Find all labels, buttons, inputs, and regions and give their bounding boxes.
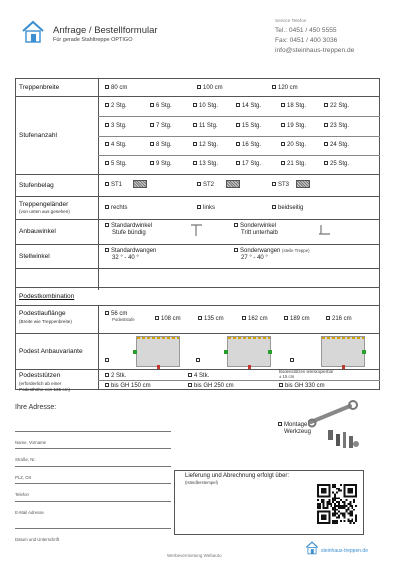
checkbox[interactable] [284,316,288,320]
checkbox[interactable] [105,103,109,107]
podeststufe-note: Podeststufe [112,316,135,322]
footer-brand: steinhaus-treppen.de [321,548,368,554]
option-standardwangen[interactable]: Standardwangen 32 ° - 40 ° [105,248,156,262]
address-field-label: Datum und Unterschrift [15,537,60,542]
podest-diagram-icon [227,336,271,367]
podest-diagram-icon [321,336,365,367]
label-podestlaufflaeche: Podestlauflänge [19,310,66,317]
checkbox[interactable] [105,311,109,315]
option-gelaender-rechts[interactable]: rechts [105,205,127,212]
option-montage-werkzeug[interactable]: Montage Werkzeug [278,422,311,436]
label-podest-anbauvariante: Podest Anbauvariante [19,348,83,355]
house-logo-icon [21,20,45,44]
option-stufen[interactable]: 12 Stg. [193,142,218,149]
checkbox[interactable] [242,316,246,320]
option-podest-length[interactable]: 108 cm [155,316,181,323]
fax-number: Fax: 0451 / 400 3036 [275,36,338,44]
label-stellwinkel: Stellwinkel [19,253,50,260]
checkbox[interactable] [236,103,240,107]
bodenstuetzen-note: Bodenstützen teleskopierbar ± 15 cm [279,369,334,379]
option-stufen[interactable]: 23 Stg. [324,123,349,130]
address-field-label: Straße, Nr. [15,457,36,462]
st2-pattern-swatch [226,180,240,188]
option-podest-length[interactable]: 135 cm [198,316,224,323]
option-stufen[interactable]: 22 Stg. [324,103,349,110]
checkbox[interactable] [236,161,240,165]
checkbox[interactable] [278,422,282,426]
option-stufen[interactable]: 3 Stg. [105,123,127,130]
checkbox[interactable] [105,373,109,377]
form-subtitle: Für gerade Stahltreppe OPTIGO [53,37,133,43]
option-standardwinkel[interactable]: Standardwinkel Stufe bündig [105,223,152,237]
label-podestkombination: Podestkombination [19,293,75,300]
option-stufen[interactable]: 14 Stg. [236,103,261,110]
checkbox[interactable] [150,161,154,165]
label-podestlaufflaeche-sub: (Breite wie Treppenbreite) [19,319,72,324]
option-breite-100[interactable]: 100 cm [197,85,223,92]
checkbox[interactable] [272,85,276,89]
option-stufen[interactable]: 19 Stg. [281,123,306,130]
option-breite-80[interactable]: 80 cm [105,85,127,92]
tools-icon [326,426,360,457]
option-podest-length[interactable]: 189 cm [284,316,310,323]
address-input-line[interactable] [15,448,171,449]
address-input-line[interactable] [15,431,171,432]
address-input-line[interactable] [15,483,171,484]
checkbox[interactable] [105,85,109,89]
option-stufen[interactable]: 17 Stg. [236,161,261,168]
option-stufen[interactable]: 7 Stg. [150,123,172,130]
option-gh-330[interactable]: bis GH 330 cm [279,383,325,390]
checkbox[interactable] [105,248,109,252]
option-stufen[interactable]: 25 Stg. [324,161,349,168]
option-stufen[interactable]: 9 Stg. [150,161,172,168]
option-podest-length[interactable]: 216 cm [326,316,352,323]
checkbox[interactable] [105,205,109,209]
st1-pattern-swatch [133,180,147,188]
option-stufen[interactable]: 20 Stg. [281,142,306,149]
address-field-label: Telefon [15,492,29,497]
checkbox[interactable] [193,161,197,165]
montage-line2: Werkzeug [284,428,311,435]
label-podeststuetzen: Podeststützen [19,372,61,379]
label-treppengelaender-sub: (von unten aus gesehen) [19,209,70,214]
option-breite-120[interactable]: 120 cm [272,85,298,92]
anbau-variant-checkbox[interactable] [196,349,202,367]
option-stufen[interactable]: 4 Stg. [105,142,127,149]
anbau-variant-checkbox[interactable] [290,349,296,367]
checkbox[interactable] [188,383,192,387]
checkbox[interactable] [281,123,285,127]
label-podeststuetzen-sub1: (erforderlich ab einer [19,381,62,386]
address-input-line[interactable] [15,501,171,502]
option-stufen[interactable]: 18 Stg. [281,103,306,110]
haendlerstempel-note: (Händlerstempel) [185,480,218,485]
checkbox[interactable] [193,103,197,107]
checkbox[interactable] [236,142,240,146]
option-stufen[interactable]: 6 Stg. [150,103,172,110]
service-label: Service Telefon [275,18,307,23]
label-treppenbreite: Treppenbreite [19,84,60,91]
checkbox[interactable] [150,123,154,127]
checkbox[interactable] [150,142,154,146]
label-treppengelaender: Treppengeländer [19,201,69,208]
label-stufenbelag: Stufenbelag [19,182,54,189]
option-stufen[interactable]: 16 Stg. [236,142,261,149]
checkbox[interactable] [324,103,328,107]
address-field-label: Name, Vorname [15,440,47,445]
podest-diagram-icon [136,336,180,367]
option-stufen[interactable]: 8 Stg. [150,142,172,149]
checkbox[interactable] [105,142,109,146]
checkbox[interactable] [188,373,192,377]
checkbox[interactable] [272,205,276,209]
checkbox[interactable] [150,103,154,107]
option-sonderwangen[interactable]: Sonderwangen (steile Treppe) 27 ° - 40 ° [234,248,310,262]
checkbox[interactable] [105,161,109,165]
label-stufenanzahl: Stufenanzahl [19,132,57,139]
option-stufen[interactable]: 24 Stg. [324,142,349,149]
checkbox[interactable] [281,161,285,165]
checkbox[interactable] [324,161,328,165]
checkbox[interactable] [155,316,159,320]
st3-pattern-swatch [296,180,310,188]
checkbox[interactable] [281,103,285,107]
option-stufen[interactable]: 21 Stg. [281,161,306,168]
qr-code [317,484,357,524]
checkbox[interactable] [105,182,109,186]
option-stufen[interactable]: 15 Stg. [236,123,261,130]
sonderwangen-note: (steile Treppe) [282,248,310,253]
checkbox[interactable] [234,248,238,252]
address-input-line[interactable] [15,528,171,529]
checkbox[interactable] [279,383,283,387]
checkbox[interactable] [105,123,109,127]
option-2-stueck[interactable]: 2 Stk. [105,373,126,380]
label-podeststuetzen-sub2: Podesthöhe von 135 cm) [19,387,71,392]
logo [21,20,45,44]
option-st1[interactable]: ST1 [105,182,122,189]
checkbox[interactable] [281,142,285,146]
checkbox[interactable] [234,223,238,227]
email-address: info@steinhaus-treppen.de [275,46,355,54]
address-input-line[interactable] [15,466,171,467]
sonderwinkel-desc: Tritt unterhalb [241,229,278,236]
standardwinkel-desc: Stufe bündig [112,229,146,236]
option-stufen[interactable]: 11 Stg. [193,123,218,130]
option-stufen[interactable]: 10 Stg. [193,103,218,110]
checkbox[interactable] [272,182,276,186]
option-4-stueck[interactable]: 4 Stk. [188,373,209,380]
option-st2[interactable]: ST2 [197,182,214,189]
checkbox[interactable] [105,223,109,227]
option-stufen[interactable]: 5 Stg. [105,161,127,168]
option-podest-56[interactable]: 56 cm Podeststufe [105,311,135,323]
option-gelaender-beidseitig[interactable]: beidseitig [272,205,303,212]
address-field-label: PLZ, Ort [15,475,32,480]
address-title: Ihre Adresse: [15,404,57,411]
standardwinkel-bracket-icon [190,223,206,242]
checkbox[interactable] [197,205,201,209]
anbau-variant-checkbox[interactable] [105,349,111,367]
sonderwangen-angle: 27 ° - 40 ° [241,254,268,261]
contact-block [275,26,354,56]
sonderwinkel-bracket-icon [318,223,334,242]
checkbox[interactable] [197,182,201,186]
option-stufen[interactable]: 2 Stg. [105,103,127,110]
checkbox[interactable] [193,142,197,146]
checkbox[interactable] [193,123,197,127]
option-st3[interactable]: ST3 [272,182,289,189]
footer-logo-icon [305,541,319,560]
checkbox[interactable] [198,316,202,320]
checkbox[interactable] [236,123,240,127]
checkbox[interactable] [324,123,328,127]
option-gh-150[interactable]: bis GH 150 cm [105,383,151,390]
option-gh-250[interactable]: bis GH 250 cm [188,383,234,390]
standardwangen-angle: 32 ° - 40 ° [112,254,139,261]
option-stufen[interactable]: 13 Stg. [193,161,218,168]
lieferung-heading: Lieferung und Abrechnung erfolgt über: [185,473,290,479]
phone-number: Tel.: 0451 / 450 5555 [275,27,337,34]
checkbox[interactable] [197,85,201,89]
option-gelaender-links[interactable]: links [197,205,215,212]
form-title: Anfrage / Bestellformular [53,25,158,36]
footer-center-text: Werbevermietung Webauto [167,553,222,558]
option-sonderwinkel[interactable]: Sonderwinkel Tritt unterhalb [234,223,278,237]
address-field-label: E-Mail Adresse [15,510,44,515]
checkbox[interactable] [324,142,328,146]
checkbox[interactable] [326,316,330,320]
label-anbauwinkel: Anbauwinkel [19,228,56,235]
checkbox[interactable] [105,383,109,387]
option-podest-length[interactable]: 162 cm [242,316,268,323]
